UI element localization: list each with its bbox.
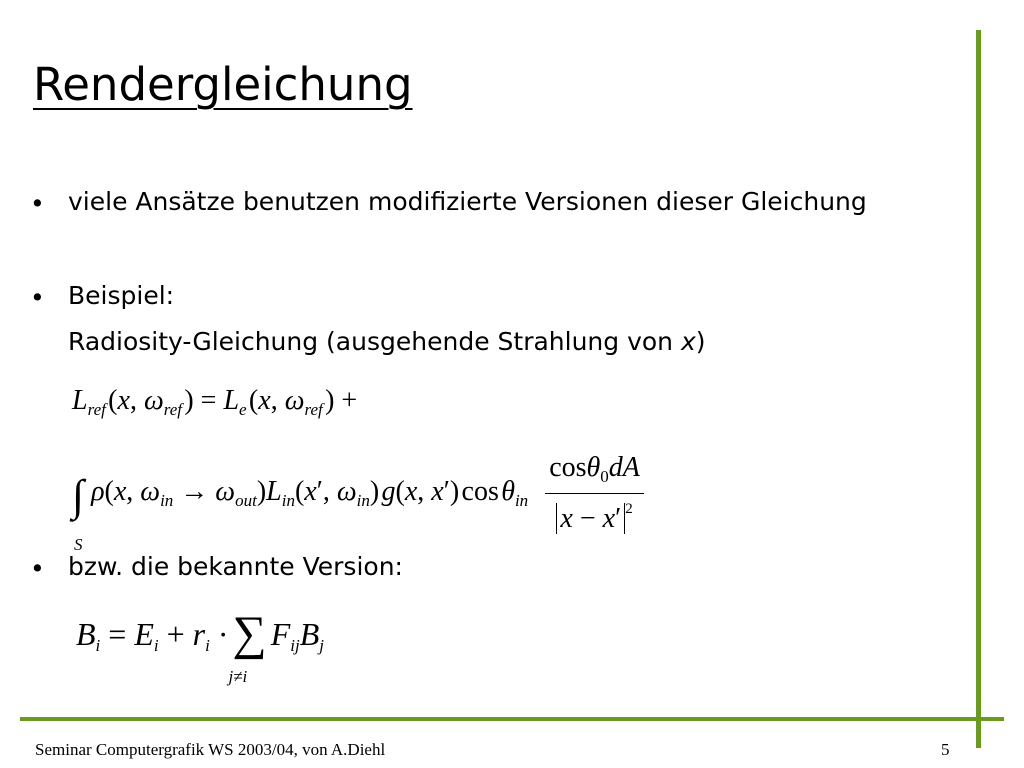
page-number: 5 [941, 740, 950, 759]
bullet-marker: • [30, 554, 45, 583]
accent-horizontal-line [20, 717, 1004, 721]
accent-vertical-line [976, 30, 981, 748]
bullet-text-2: Beispiel: [68, 281, 175, 310]
radiosity-label-variable: x [680, 327, 696, 356]
bullet-text-1: viele Ansätze benutzen modifizierte Versionen dieser Gleichung [68, 187, 867, 216]
bullet-marker: • [30, 283, 45, 312]
equation-rendering-line1: $L_{ref}$ (x, $\omega_{ref}$ ) = $L_e$ (x, $\omega_{ref}$ ) + [72, 385, 358, 419]
radiosity-label [68, 322, 888, 362]
equation-rendering-line2: ∫ S ρ(x, $\omega_{in} \to \omega_{out})L_{in}(x'$, $\omega_{in}$) g(x, x′) cos $\theta_{in}$ $\frac{\cos\theta_0dA}{x - x' ^2}$ [72, 444, 644, 523]
bullet-text-3: bzw. die bekannte Version: [68, 552, 403, 581]
radiosity-label-suffix: ) [695, 327, 706, 356]
slide-title: Rendergleichung [33, 58, 413, 111]
equation-radiosity: $B_i = E_i + r_i$ ·∑ j≠i $F_{ij}B_j$ [76, 607, 324, 686]
bullet-marker: • [30, 189, 45, 218]
radiosity-label-prefix: Radiosity-Gleichung (ausgehende Strahlung von [68, 327, 681, 356]
footer-text: Seminar Computergrafik WS 2003/04, von A.Diehl [35, 740, 386, 759]
